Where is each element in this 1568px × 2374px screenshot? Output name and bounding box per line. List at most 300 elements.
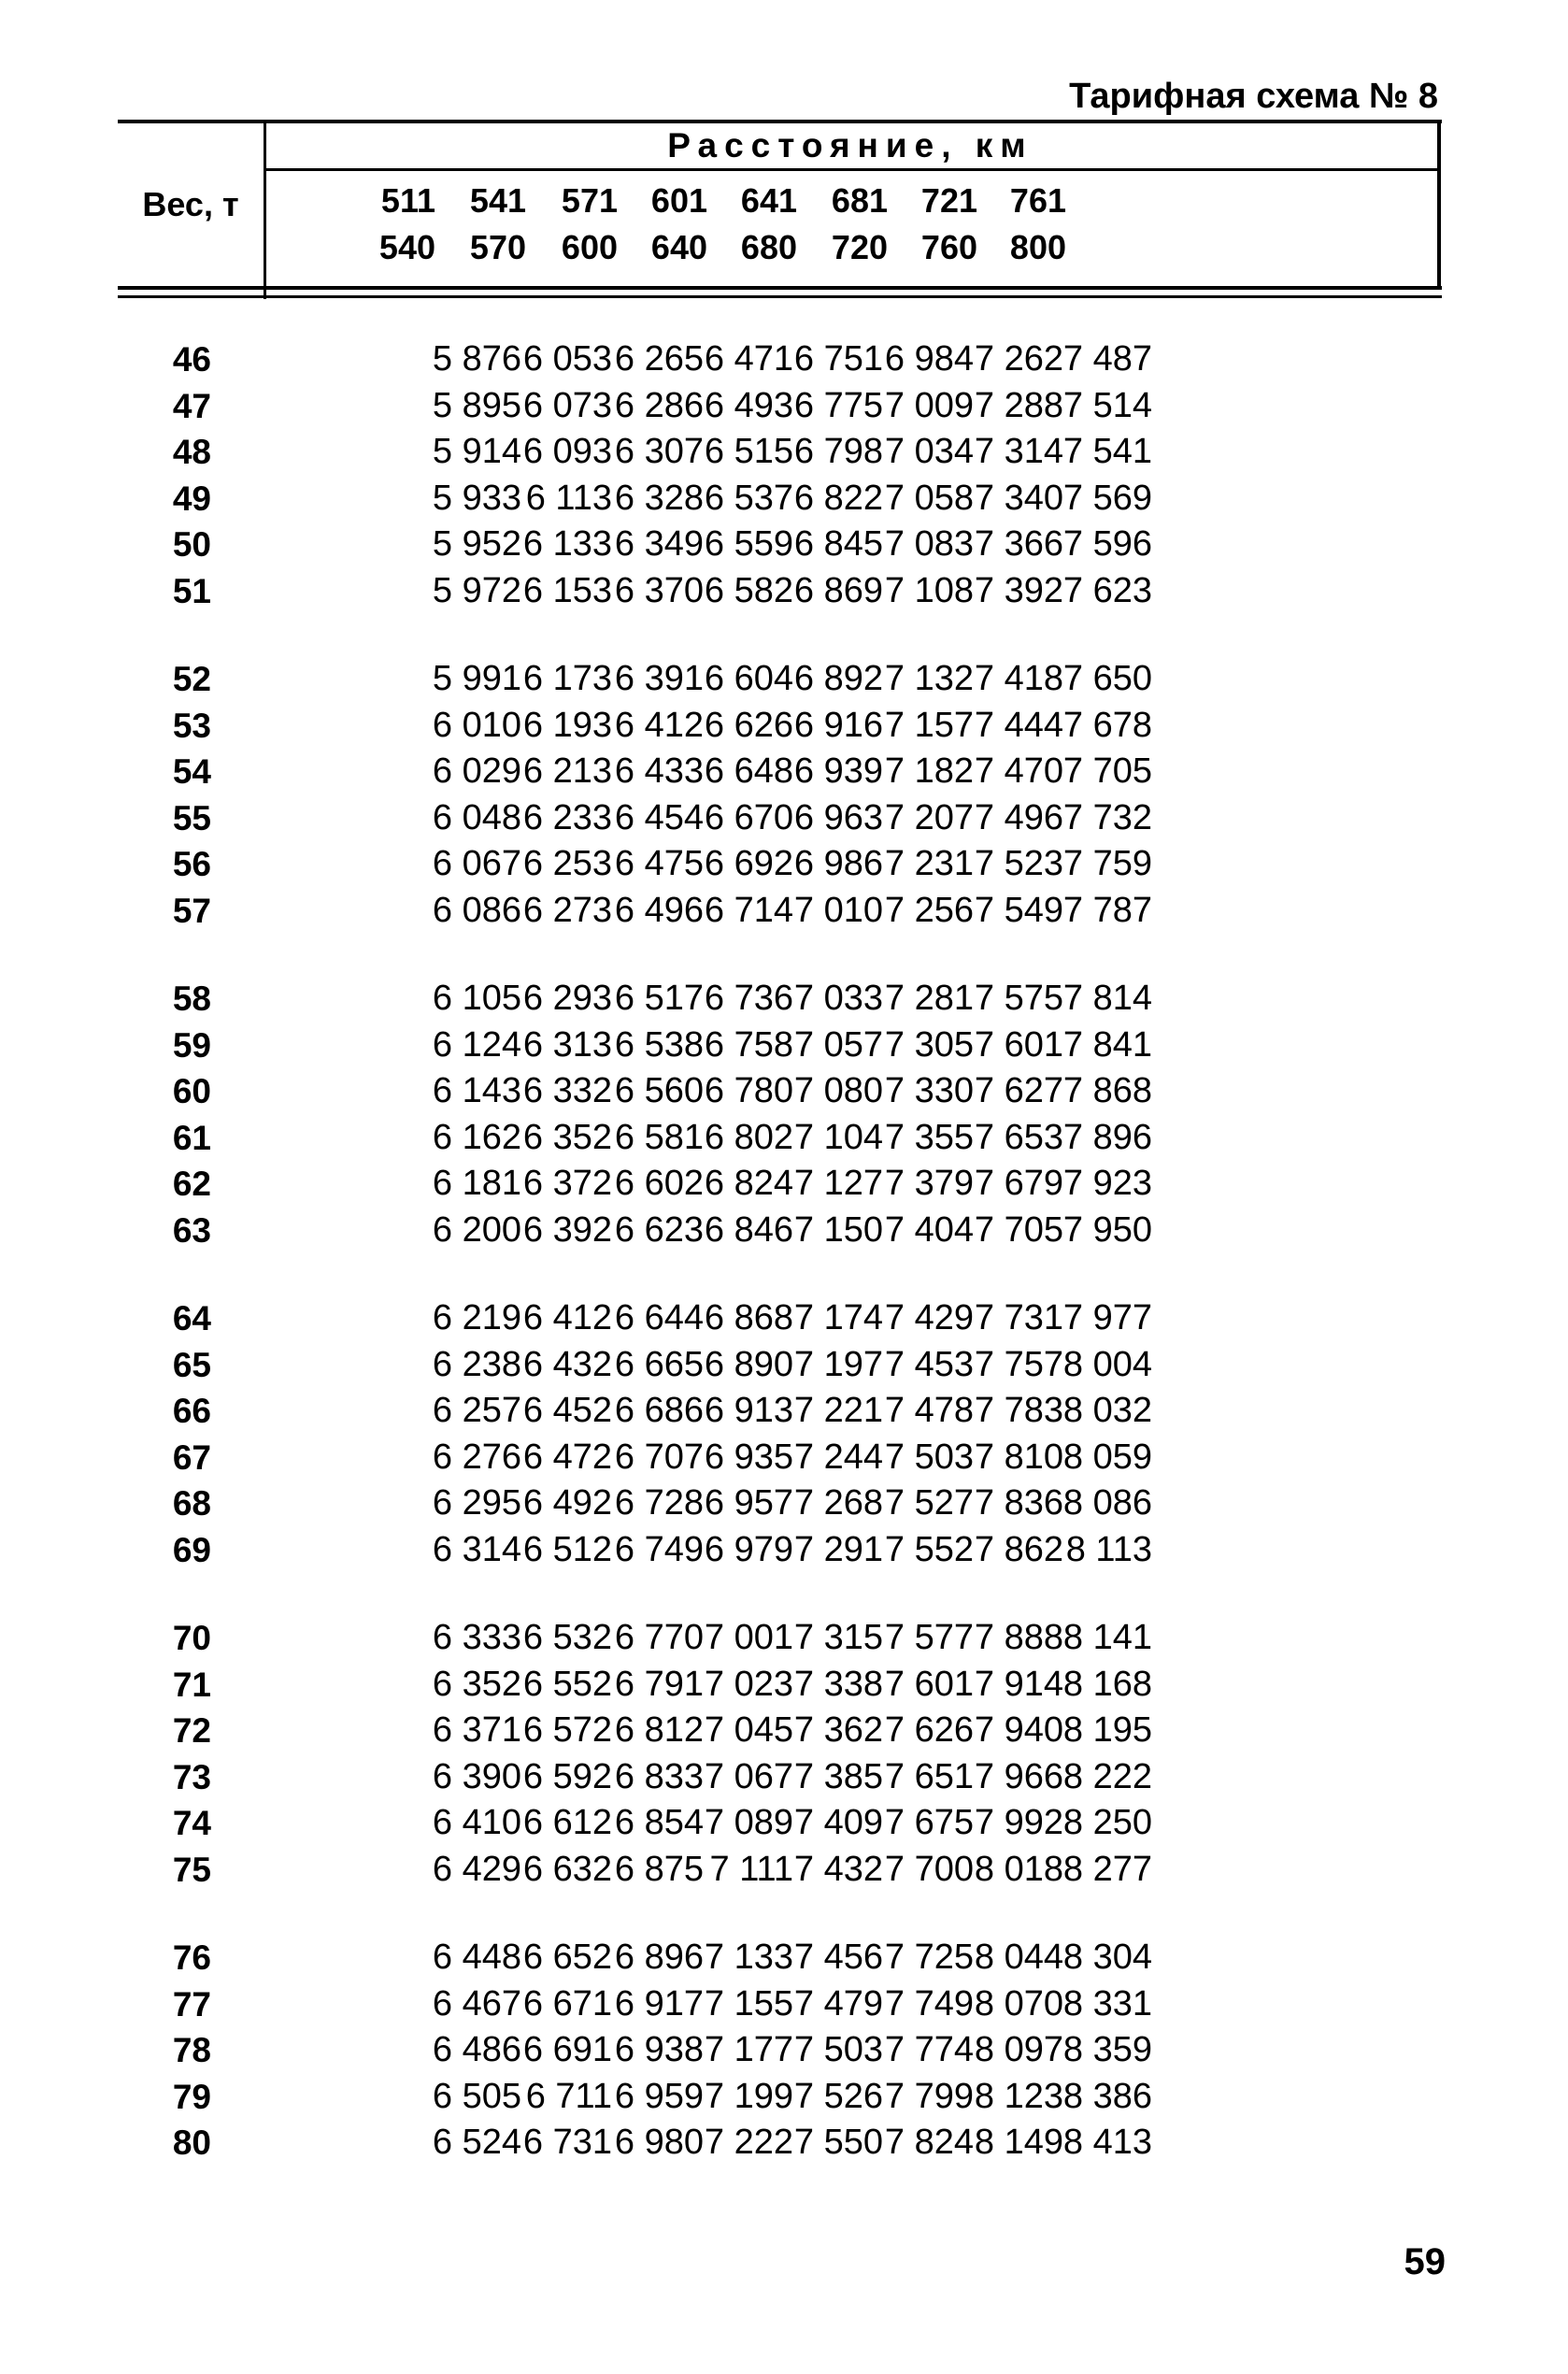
table-row <box>118 1068 1442 1115</box>
tariff-cell: 6 559 <box>704 524 793 564</box>
range-from: 721 <box>920 181 977 220</box>
tariff-cell: 6 791 <box>614 1664 704 1704</box>
tariff-cell: 6 124 <box>432 1024 521 1065</box>
tariff-cell: 6 471 <box>704 339 793 379</box>
table-row <box>118 1388 1442 1435</box>
tariff-cell: 7 108 <box>884 570 974 610</box>
weight-cell: 65 <box>172 1345 211 1384</box>
tariff-cell: 5 972 <box>432 570 521 610</box>
tariff-cell: 7 155 <box>704 1983 793 2024</box>
tariff-cell: 6 257 <box>432 1391 521 1430</box>
tariff-cell: 7 841 <box>1062 1024 1152 1065</box>
tariff-cell: 7 379 <box>884 1164 974 1203</box>
tariff-cell: 7 923 <box>1062 1164 1152 1203</box>
weight-cell: 61 <box>172 1118 211 1157</box>
weight-cell: 70 <box>172 1619 211 1657</box>
tariff-cell: 6 467 <box>432 1983 521 2024</box>
tariff-cell: 8 044 <box>974 1938 1063 1977</box>
table-row <box>118 476 1442 522</box>
weight-cell: 69 <box>172 1530 211 1569</box>
distance-range-2 <box>461 178 526 271</box>
tariff-cell: 7 836 <box>974 1483 1063 1523</box>
tariff-cell: 6 113 <box>525 478 612 518</box>
tariff-cell: 8 359 <box>1062 2030 1152 2069</box>
weight-cell: 64 <box>172 1299 211 1337</box>
weight-cell: 60 <box>172 1072 211 1110</box>
tariff-cell: 7 222 <box>704 2123 793 2162</box>
table-row <box>118 1935 1442 1981</box>
distance-range-7 <box>912 178 977 271</box>
tariff-cell: 7 256 <box>884 890 974 930</box>
table-row <box>118 1981 1442 2028</box>
tariff-cell: 6 512 <box>522 1529 612 1569</box>
tariff-cell: 6 048 <box>432 797 521 837</box>
tariff-cell: 6 010 <box>432 705 521 745</box>
range-to: 720 <box>831 228 888 266</box>
tariff-cell: 5 876 <box>432 339 521 379</box>
tariff-cell: 5 933 <box>432 478 521 518</box>
tariff-cell: 6 219 <box>432 1298 521 1337</box>
tariff-cell: 6 824 <box>704 1164 793 1203</box>
table-row <box>118 976 1442 1023</box>
tariff-cell: 6 749 <box>614 1529 704 1569</box>
tariff-cell: 6 200 <box>432 1209 521 1250</box>
tariff-cell: 6 560 <box>614 1071 704 1110</box>
distance-range-6 <box>822 178 888 271</box>
tariff-cell: 6 671 <box>522 1983 612 2024</box>
tariff-cell: 6 086 <box>432 890 521 930</box>
weight-cell: 72 <box>172 1711 211 1750</box>
tariff-cell: 7 281 <box>884 979 974 1018</box>
tariff-cell: 7 470 <box>974 751 1063 791</box>
table-row <box>118 1480 1442 1527</box>
tariff-cell: 7 496 <box>974 797 1063 837</box>
tariff-cell: 7 453 <box>884 1344 974 1384</box>
tariff-cell: 7 315 <box>793 1618 883 1657</box>
tariff-cell: 6 612 <box>522 1803 612 1842</box>
table-row <box>118 1161 1442 1208</box>
scheme-title: Тарифная схема № 8 <box>1069 77 1438 116</box>
tariff-cell: 7 950 <box>1062 1209 1152 1250</box>
tariff-table-body <box>118 336 1442 2209</box>
range-to: 680 <box>740 228 797 266</box>
tariff-cell: 7 199 <box>704 2076 793 2116</box>
tariff-cell: 7 033 <box>793 979 883 1018</box>
tariff-cell: 7 653 <box>974 1117 1063 1157</box>
tariff-cell: 6 670 <box>704 797 793 837</box>
tariff-cell: 7 182 <box>884 751 974 791</box>
header-bottom-rule-double <box>118 295 1442 298</box>
tariff-cell: 8 018 <box>974 1849 1063 1889</box>
tariff-cell: 6 352 <box>522 1117 612 1157</box>
tariff-cell: 6 959 <box>614 2076 704 2116</box>
table-row <box>118 795 1442 842</box>
table-row <box>118 2027 1442 2074</box>
table-row <box>118 1662 1442 1709</box>
tariff-cell: 6 845 <box>793 524 883 564</box>
tariff-cell: 8 141 <box>1062 1618 1152 1657</box>
weight-cell: 54 <box>172 752 211 791</box>
tariff-cell: 7 177 <box>704 2030 793 2069</box>
distance-header: Расстояние, км <box>667 126 1033 164</box>
tariff-cell: 6 372 <box>522 1164 612 1203</box>
tariff-cell: 6 592 <box>522 1756 612 1796</box>
tariff-cell: 6 854 <box>614 1803 704 1842</box>
tariff-cell: 6 392 <box>522 1209 612 1250</box>
weight-cell: 47 <box>172 386 211 425</box>
tariff-cell: 6 892 <box>793 659 883 698</box>
tariff-cell: 7 679 <box>974 1164 1063 1203</box>
range-from: 541 <box>469 181 526 220</box>
table-row <box>118 522 1442 568</box>
table-row <box>118 1847 1442 1894</box>
tariff-cell: 6 349 <box>614 524 704 564</box>
table-row <box>118 1435 1442 1481</box>
tariff-cell: 6 390 <box>432 1756 521 1796</box>
weight-cell: 58 <box>172 980 211 1018</box>
tariff-cell: 6 493 <box>704 385 793 425</box>
tariff-cell: 6 472 <box>522 1437 612 1477</box>
tariff-cell: 8 250 <box>1062 1803 1152 1842</box>
tariff-cell: 7 914 <box>974 1664 1063 1704</box>
tariff-cell: 7 089 <box>704 1803 793 1842</box>
tariff-cell: 6 984 <box>884 339 974 379</box>
tariff-cell: 6 980 <box>614 2123 704 2162</box>
tariff-cell: 7 966 <box>974 1756 1063 1796</box>
tariff-cell: 5 952 <box>432 524 521 564</box>
tariff-cell: 7 977 <box>1062 1298 1152 1337</box>
tariff-cell: 6 412 <box>614 705 704 745</box>
tariff-cell: 7 868 <box>1062 1071 1152 1110</box>
weight-cell: 52 <box>172 660 211 698</box>
tariff-cell: 6 073 <box>522 385 612 425</box>
weight-cell: 51 <box>172 571 211 610</box>
tariff-cell: 7 067 <box>704 1756 793 1796</box>
tariff-cell: 5 991 <box>432 659 521 698</box>
tariff-cell: 6 238 <box>432 1344 521 1384</box>
tariff-cell: 6 412 <box>522 1298 612 1337</box>
tariff-cell: 7 132 <box>884 659 974 698</box>
tariff-cell: 6 093 <box>522 432 612 471</box>
weight-cell: 56 <box>172 845 211 883</box>
table-header <box>118 120 1442 299</box>
tariff-cell: 6 775 <box>793 385 883 425</box>
tariff-cell: 8 086 <box>1062 1483 1152 1523</box>
tariff-cell: 7 700 <box>884 1849 974 1889</box>
tariff-cell: 7 992 <box>974 1803 1063 1842</box>
tariff-cell: 6 802 <box>704 1117 793 1157</box>
weight-cell: 63 <box>172 1210 211 1250</box>
page-number: 59 <box>1404 2241 1446 2282</box>
tariff-cell: 6 665 <box>614 1344 704 1384</box>
weight-cell: 53 <box>172 706 211 745</box>
tariff-cell: 7 503 <box>793 2030 883 2069</box>
tariff-cell: 6 475 <box>614 844 704 883</box>
tariff-cell: 6 162 <box>432 1117 521 1157</box>
distance-range-3 <box>552 178 618 271</box>
tariff-cell: 6 652 <box>522 1938 612 1977</box>
tariff-cell: 7 362 <box>793 1710 883 1750</box>
weight-cell: 74 <box>172 1804 211 1842</box>
tariff-cell: 7 725 <box>884 1938 974 1977</box>
tariff-cell: 6 686 <box>614 1391 704 1430</box>
tariff-cell: 6 333 <box>432 1618 521 1657</box>
weight-cell: 50 <box>172 525 211 564</box>
tariff-cell: 7 503 <box>884 1437 974 1477</box>
tariff-cell: 6 648 <box>704 751 793 791</box>
weight-cell: 76 <box>172 1938 211 1977</box>
tariff-cell: 7 774 <box>884 2030 974 2069</box>
header-bottom-rule <box>118 286 1442 290</box>
tariff-cell: 6 751 <box>793 339 883 379</box>
tariff-cell: 7 526 <box>793 2076 883 2116</box>
tariff-cell: 6 452 <box>522 1391 612 1430</box>
tariff-cell: 7 799 <box>884 2076 974 2116</box>
tariff-cell: 8 413 <box>1062 2123 1152 2162</box>
tariff-cell: 6 515 <box>704 432 793 471</box>
tariff-cell: 7 314 <box>974 432 1063 471</box>
tariff-cell: 6 846 <box>704 1209 793 1250</box>
tariff-cell: 6 213 <box>522 751 612 791</box>
tariff-cell: 7 150 <box>793 1209 883 1250</box>
tariff-cell: 5 895 <box>432 385 521 425</box>
tariff-cell: 7 418 <box>974 659 1063 698</box>
weight-cell: 68 <box>172 1484 211 1523</box>
tariff-cell: 7 757 <box>974 1344 1063 1384</box>
tariff-cell: 8 386 <box>1062 2076 1152 2116</box>
tariff-cell: 7 896 <box>1062 1117 1152 1157</box>
tariff-cell: 6 496 <box>614 890 704 930</box>
table-row <box>118 568 1442 615</box>
tariff-cell: 7 523 <box>974 844 1063 883</box>
tariff-cell: 7 268 <box>793 1483 883 1523</box>
tariff-cell: 6 537 <box>704 478 793 518</box>
tariff-cell: 6 770 <box>614 1618 704 1657</box>
tariff-cell: 7 244 <box>793 1437 883 1477</box>
tariff-cell: 6 524 <box>432 2123 521 2162</box>
tariff-cell: 6 626 <box>704 705 793 745</box>
range-from: 571 <box>561 181 618 220</box>
tariff-cell: 7 392 <box>974 570 1063 610</box>
tariff-cell: 7 080 <box>793 1071 883 1110</box>
tariff-cell: 7 678 <box>1062 705 1152 745</box>
row-group <box>118 1935 1442 2167</box>
tariff-cell: 6 105 <box>432 979 521 1018</box>
tariff-cell: 7 009 <box>884 385 974 425</box>
tariff-cell: 6 371 <box>432 1710 521 1750</box>
tariff-cell: 7 810 <box>974 1437 1063 1477</box>
table-row <box>118 1708 1442 1754</box>
tariff-cell: 7 623 <box>1062 570 1152 610</box>
distance-range-8 <box>1001 178 1066 271</box>
table-row <box>118 2120 1442 2167</box>
tariff-cell: 6 143 <box>432 1071 521 1110</box>
tariff-cell: 7 705 <box>974 1209 1063 1250</box>
weight-cell: 80 <box>172 2124 211 2162</box>
table-row <box>118 1527 1442 1574</box>
tariff-cell: 7 355 <box>884 1117 974 1157</box>
tariff-cell: 8 304 <box>1062 1938 1152 1977</box>
tariff-cell: 6 939 <box>793 751 883 791</box>
header-divider-right <box>1437 123 1441 290</box>
tariff-cell: 8 331 <box>1062 1983 1152 2024</box>
tariff-cell: 8 113 <box>1065 1529 1152 1569</box>
range-from: 761 <box>1009 181 1066 220</box>
range-from: 641 <box>740 181 797 220</box>
tariff-cell: 7 759 <box>1062 844 1152 883</box>
row-group <box>118 656 1442 934</box>
tariff-cell: 7 569 <box>1062 478 1152 518</box>
tariff-cell: 6 295 <box>432 1483 521 1523</box>
tariff-cell: 7 010 <box>793 890 883 930</box>
tariff-cell: 8 097 <box>974 2030 1063 2069</box>
tariff-cell: 7 305 <box>884 1024 974 1065</box>
weight-cell: 49 <box>172 479 211 518</box>
tariff-cell: 6 293 <box>522 979 612 1018</box>
tariff-cell: 6 505 <box>432 2076 521 2116</box>
tariff-cell: 8 277 <box>1062 1849 1152 1889</box>
weight-cell: 75 <box>172 1850 211 1889</box>
tariff-cell: 7 824 <box>884 2123 974 2162</box>
tariff-cell: 6 328 <box>614 478 704 518</box>
tariff-cell: 7 783 <box>974 1391 1063 1430</box>
tariff-cell: 7 104 <box>793 1117 883 1157</box>
range-to: 570 <box>469 228 526 266</box>
tariff-cell: 7 133 <box>704 1938 793 1977</box>
tariff-cell: 6 454 <box>614 797 704 837</box>
table-row <box>118 336 1442 383</box>
tariff-cell: 6 486 <box>432 2030 521 2069</box>
range-to: 540 <box>378 228 435 266</box>
tariff-cell: 7 221 <box>793 1391 883 1430</box>
weight-cell: 73 <box>172 1757 211 1796</box>
tariff-cell: 6 812 <box>614 1710 704 1750</box>
tariff-cell: 7 444 <box>974 705 1063 745</box>
tariff-cell: 6 133 <box>522 524 612 564</box>
range-to: 600 <box>561 228 618 266</box>
row-group <box>118 336 1442 614</box>
tariff-cell: 8 070 <box>974 1983 1063 2024</box>
tariff-cell: 6 979 <box>704 1529 793 1569</box>
tariff-cell: 7 207 <box>884 797 974 837</box>
tariff-cell: 6 492 <box>522 1483 612 1523</box>
tariff-cell: 6 432 <box>522 1344 612 1384</box>
table-row <box>118 656 1442 703</box>
tariff-cell: 7 732 <box>1062 797 1152 837</box>
tariff-cell: 6 233 <box>522 797 612 837</box>
tariff-cell: 7 601 <box>884 1664 974 1704</box>
tariff-cell: 8 123 <box>974 2076 1063 2116</box>
tariff-cell: 6 332 <box>522 1071 612 1110</box>
tariff-cell: 6 938 <box>614 2030 704 2069</box>
tariff-cell: 6 868 <box>704 1298 793 1337</box>
tariff-cell: 7 366 <box>974 524 1063 564</box>
tariff-cell: 6 313 <box>522 1024 612 1065</box>
tariff-cell: 6 623 <box>614 1209 704 1250</box>
weight-cell: 46 <box>172 340 211 379</box>
tariff-cell: 6 602 <box>614 1164 704 1203</box>
tariff-cell: 6 370 <box>614 570 704 610</box>
tariff-cell: 7 731 <box>974 1298 1063 1337</box>
weight-column-header: Вес, т <box>142 185 239 223</box>
tariff-cell: 6 916 <box>793 705 883 745</box>
tariff-cell: 7 058 <box>884 478 974 518</box>
tariff-cell: 7 888 <box>974 1618 1063 1657</box>
tariff-cell: 6 410 <box>432 1803 521 1842</box>
tariff-cell: 7 111 <box>709 1849 793 1889</box>
tariff-cell: 7 814 <box>1062 979 1152 1018</box>
table-row <box>118 1615 1442 1662</box>
tariff-cell: 6 391 <box>614 659 704 698</box>
weight-cell: 59 <box>172 1025 211 1065</box>
tariff-cell: 8 149 <box>974 2123 1063 2162</box>
tariff-cell: 7 432 <box>793 1849 883 1889</box>
tariff-cell: 6 181 <box>432 1164 521 1203</box>
tariff-cell: 6 429 <box>432 1849 521 1889</box>
tariff-cell: 6 572 <box>522 1710 612 1750</box>
range-from: 681 <box>831 181 888 220</box>
tariff-cell: 7 429 <box>884 1298 974 1337</box>
tariff-cell: 6 957 <box>704 1483 793 1523</box>
table-row <box>118 1754 1442 1801</box>
tariff-cell: 6 352 <box>432 1664 521 1704</box>
tariff-cell: 7 478 <box>884 1391 974 1430</box>
tariff-cell: 6 780 <box>704 1071 793 1110</box>
tariff-cell: 6 448 <box>432 1938 521 1977</box>
weight-cell: 77 <box>172 1984 211 2024</box>
tariff-cell: 7 034 <box>884 432 974 471</box>
tariff-cell: 7 514 <box>1062 385 1152 425</box>
table-row <box>118 383 1442 430</box>
tariff-cell: 7 651 <box>884 1756 974 1796</box>
tariff-cell: 6 538 <box>614 1024 704 1065</box>
weight-cell: 79 <box>172 2077 211 2116</box>
tariff-cell: 6 053 <box>522 339 612 379</box>
tariff-cell: 6 917 <box>614 1983 704 2024</box>
tariff-cell: 6 986 <box>793 844 883 883</box>
table-row <box>118 888 1442 935</box>
tariff-cell: 7 330 <box>884 1071 974 1110</box>
tariff-cell: 7 001 <box>704 1618 793 1657</box>
tariff-cell: 6 644 <box>614 1298 704 1337</box>
tariff-cell: 7 045 <box>704 1710 793 1750</box>
tariff-cell: 7 940 <box>974 1710 1063 1750</box>
tariff-cell: 7 575 <box>974 979 1063 1018</box>
tariff-cell: 6 253 <box>522 844 612 883</box>
tariff-cell: 7 549 <box>974 890 1063 930</box>
tariff-cell: 7 340 <box>974 478 1063 518</box>
tariff-cell: 6 632 <box>522 1849 612 1889</box>
weight-cell: 57 <box>172 891 211 930</box>
tariff-cell: 6 532 <box>522 1618 612 1657</box>
row-group <box>118 1615 1442 1893</box>
tariff-cell: 7 577 <box>884 1618 974 1657</box>
tariff-cell: 6 692 <box>704 844 793 883</box>
range-from: 601 <box>650 181 707 220</box>
table-row <box>118 1342 1442 1389</box>
table-row <box>118 1295 1442 1342</box>
tariff-cell: 7 552 <box>884 1529 974 1569</box>
row-group <box>118 976 1442 1253</box>
tariff-cell: 7 541 <box>1062 432 1152 471</box>
tariff-cell: 7 601 <box>974 1024 1063 1065</box>
tariff-cell: 7 083 <box>884 524 974 564</box>
tariff-cell: 6 173 <box>522 659 612 698</box>
tariff-cell: 6 286 <box>614 385 704 425</box>
tariff-cell: 6 711 <box>525 2076 612 2116</box>
tariff-cell: 7 174 <box>793 1298 883 1337</box>
tariff-cell: 6 963 <box>793 797 883 837</box>
